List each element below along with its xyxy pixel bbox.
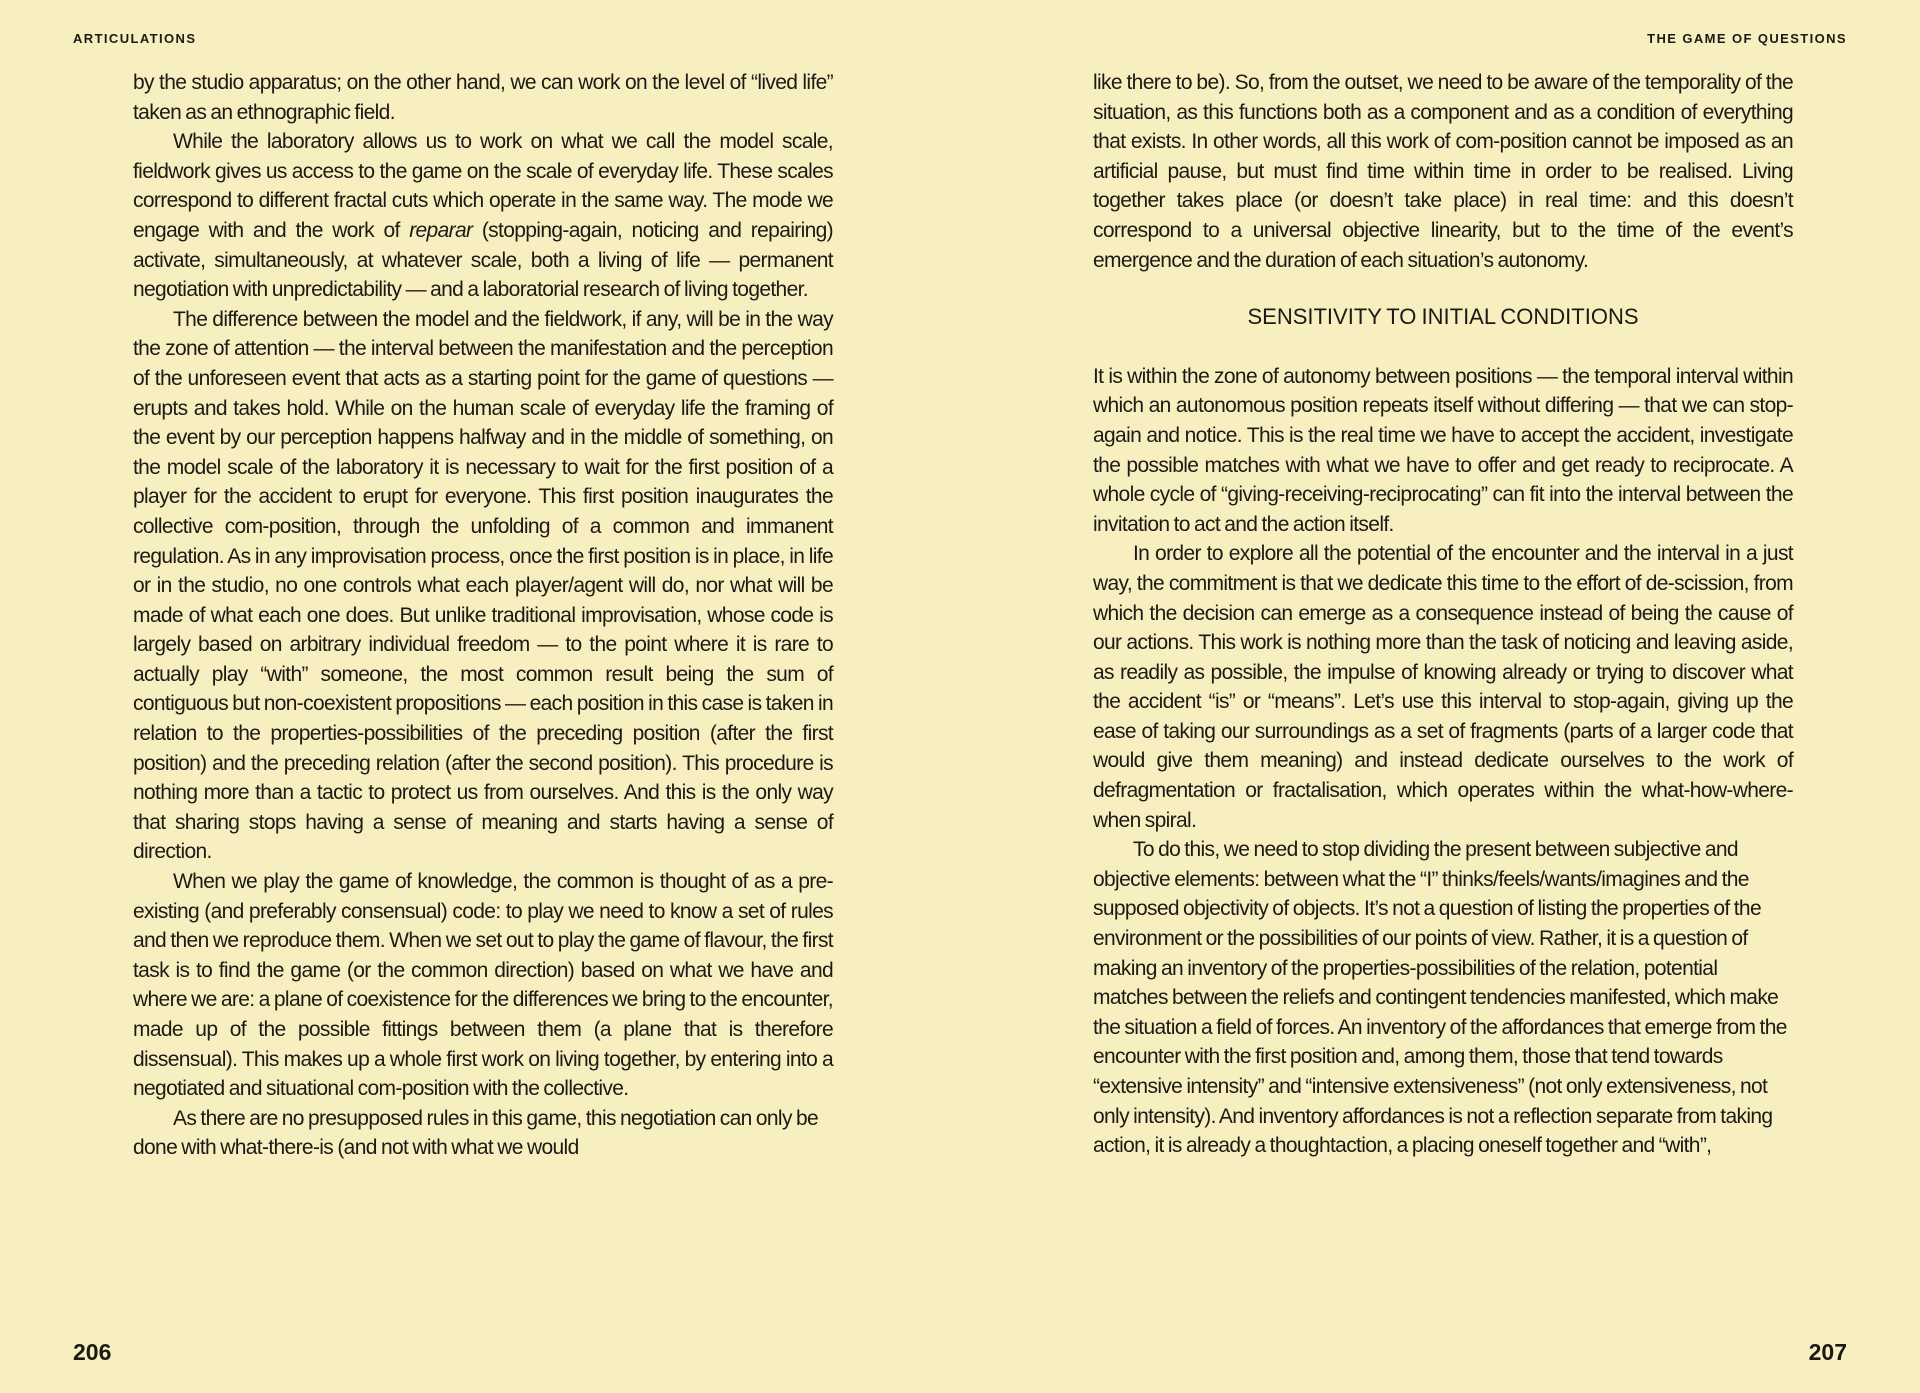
paragraph: by the studio apparatus; on the other hand, we can work on the level of “lived life” taken as an ethnographic field.: [133, 71, 833, 124]
right-page: [960, 0, 1920, 1393]
right-page-body: [1093, 68, 1793, 1161]
paragraph: In order to explore all the potential of the encounter and the interval in a just way, the commitment is that we dedicate this time to the effort of de-scission, from which the decision can emerge as a consequence instead of being the cause of our actions. This work is nothing more than the task of noticing and leaving aside, as readily as possible, the impulse of knowing already or trying to discover what the accident “is” or “means”. Let’s use this interval to stop-again, giving up the ease of taking our surroundings as a set of fragments (parts of a larger code that would give them meaning) and instead dedicate ourselves to the work of defragmentation or fractalisation, which operates within the what-how-where-when spiral.: [1093, 542, 1793, 832]
section-heading: SENSITIVITY TO INITIAL CONDITIONS: [1247, 304, 1639, 330]
paragraph: When we play the game of knowledge, the common is thought of as a pre-existing (and preferably consensual) code: to play we need to know a set of rules and then we reproduce them. When we set out to play the game of flavour, the first task is to find the game (or the common direction) based on what we have and where we are: a plane of coexistence for the differences we bring to the encounter, made up of the possible fittings between them (a plane that is therefore dissensual). This makes up a whole first work on living together, by entering into a negotiated and situational com-position with the collective.: [133, 870, 833, 1101]
page-number-right: 207: [1808, 1339, 1847, 1365]
running-head-left: ARTICULATIONS: [73, 31, 197, 46]
paragraph: To do this, we need to stop dividing the present between subjective and objective elements: between what the “I” thinks/feels/wants/imagines and the supposed objectivity of objects. It’s not a question of listing the properties of the environment or the possibilities of our points of view. Rather, it is a question of making an inventory of the properties-possibilities of the relation, potential matches between the reliefs and contingent tendencies manifested, which make the situation a field of forces. An inventory of the affordances that emerge from the encounter with the first position and, among them, those that tend towards “extensive intensity” and “intensive extensiveness” (not only extensiveness, not only intensity). And inventory affordances is not a reflection separate from taking action, it is already a thoughtaction, a placing oneself together and “with”,: [1093, 838, 1787, 1158]
paragraph: It is within the zone of autonomy between positions — the temporal interval within which an autonomous position repeats itself without differing — that we can stop-again and notice. This is the real time we have to accept the accident, investigate the possible matches with what we have to offer and get ready to reciprocate. A whole cycle of “giving-receiving-reciprocating” can fit into the interval between the invitation to act and the action itself.: [1093, 364, 1793, 536]
paragraph: like there to be). So, from the outset, we need to be aware of the temporality of the situation, as this functions both as a component and as a condition of everything that exists. In other words, all this work of com-position cannot be imposed as an artificial pause, but must find time within time in order to be realised. Living together takes place (or doesn’t take place) in real time: and this doesn’t correspond to a universal objective linearity, but to the time of the event’s emergence and the duration of each situation’s autonomy.: [1093, 71, 1793, 272]
running-head-right: THE GAME OF QUESTIONS: [1647, 31, 1847, 46]
italic-term: reparar: [409, 218, 473, 242]
paragraph: As there are no presupposed rules in this game, this negotiation can only be done with what-there-is (and not with what we would: [133, 1106, 819, 1160]
paragraph: The difference between the model and the fieldwork, if any, will be in the way the zone of attention — the interval between the manifestation and the perception of the unforeseen event that acts as a starting point for the game of questions — erupts and takes hold. While on the human scale of everyday life the framing of the event by our perception happens halfway and in the middle of something, on the model scale of the laboratory it is necessary to wait for the first position of a player for the accident to erupt for everyone. This first position inaugurates the collective com-position, through the unfolding of a common and immanent regulation. As in any improvisation process, once the first position is in place, in life or in the studio, no one controls what each player/agent will do, nor what will be made of what each one does. But unlike traditional improvisation, whose code is largely based on arbitrary individual freedom — to the point where it is rare to actually play “with” someone, the most common result being the sum of contiguous but non-coexistent propositions — each position in this case is taken in relation to the properties-possibilities of the preceding position (after the first position) and the preceding relation (after the second position). This procedure is nothing more than a tactic to protect us from ourselves. And this is the only way that sharing stops having a sense of meaning and starts having a sense of direction.: [133, 307, 833, 864]
paragraph: While the laboratory allows us to work on what we call the model scale, fieldwork gives us access to the game on the scale of everyday life. These scales correspond to different fractal cuts which operate in the same way. The mode we engage with and the work of reparar (stopping-again, noticing and repairing) activate, simultaneously, at whatever scale, both a living of life — permanent negotiation with unpredictability — and a laboratorial research of living together.: [133, 130, 834, 302]
page-number-left: 206: [73, 1339, 112, 1365]
left-page-body: [133, 68, 833, 1163]
